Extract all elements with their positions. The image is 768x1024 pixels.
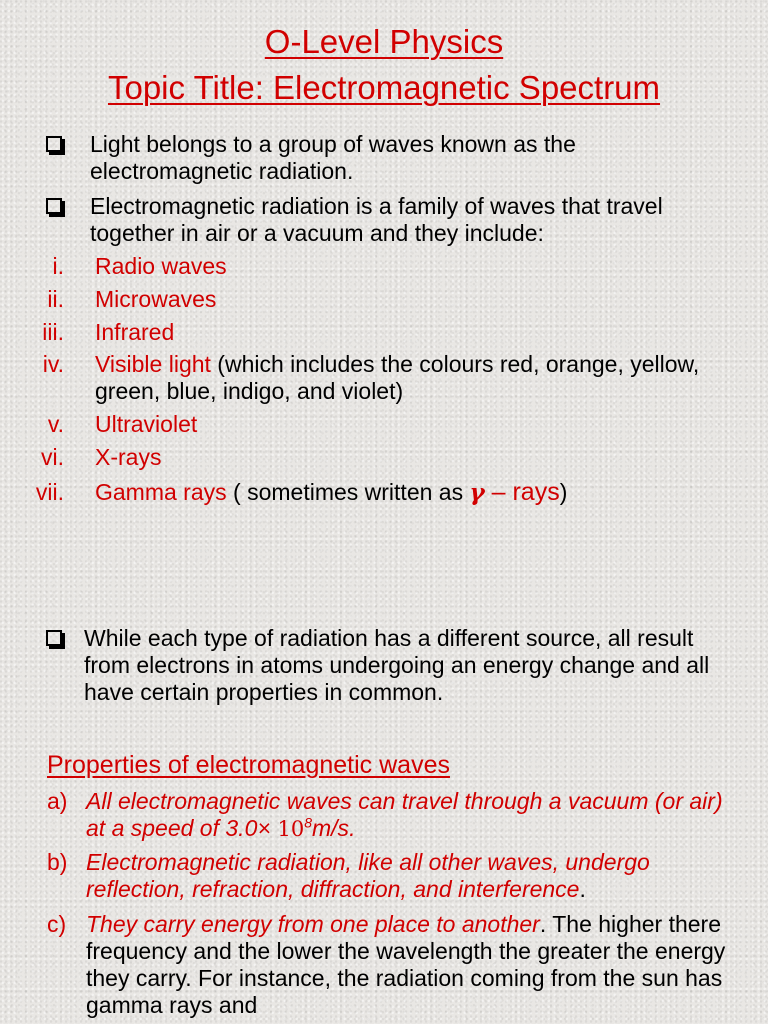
list-label: Visible light [95,351,211,377]
property-text: Electromagnetic radiation, like all other waves, undergo reflection, refraction, diffraction, and interference [86,849,650,902]
bullet-item [46,625,744,707]
list-text [86,849,748,903]
list-label: Microwaves [95,286,217,312]
page-title-line1: O-Level Physics [264,23,504,60]
speed-exponent: 8 [304,814,312,831]
bullet-item [46,193,744,247]
checkbox-bullet-icon [46,630,62,646]
list-label: Gamma rays [95,479,227,505]
gamma-symbol: γ [469,479,485,506]
list-number: ii. [47,286,64,312]
list-note: (which includes the colours red, orange, yellow, green, blue, indigo, and violet) [95,351,700,404]
list-letter: c) [47,911,67,937]
property-continuation: . The higher there frequency and the lower the wavelength the greater the energy they carry. For instance, the radiation coming from the sun has gamma rays and [86,911,726,1018]
property-end: . [349,815,356,841]
property-end: . [579,876,586,902]
list-number: i. [52,253,64,279]
list-number: iv. [42,351,64,377]
list-text [86,788,748,843]
section-heading: Properties of electromagnetic waves [47,751,450,779]
checkbox-bullet-icon [46,136,62,152]
page-title-line2: Topic Title: Electromagnetic Spectrum [107,69,661,106]
list-label: Ultraviolet [95,411,198,437]
list-item [47,788,748,844]
list-note-close: ) [559,479,568,505]
list-label: Infrared [95,319,175,345]
list-letter: a) [47,788,68,814]
speed-base: 10 [270,817,305,841]
list-number: vi. [41,444,64,470]
gamma-rays-suffix: – rays [484,478,560,506]
list-number: vii. [35,479,64,505]
speed-unit: m/s [312,815,350,841]
list-label-with-note [95,479,744,506]
list-number: v. [47,411,64,437]
property-text: They carry energy from one place to another [86,911,540,937]
checkbox-bullet-icon [46,198,62,214]
speed-coefficient: 3.0× [225,815,271,841]
list-label: X-rays [95,444,162,470]
list-text [86,911,748,1019]
list-item [47,911,748,1024]
list-note: ( sometimes written as [226,479,470,505]
list-letter: b) [47,849,68,875]
bullet-text: While each type of radiation has a different source, all result from electrons in atoms undergoing an energy change and all have certain properties in common. [84,625,710,705]
list-label-with-note [95,351,744,405]
bullet-text: Electromagnetic radiation is a family of waves that travel together in air or a vacuum and they include: [90,193,663,246]
property-text: All electromagnetic waves can travel through a vacuum (or air) at a speed of [86,788,723,841]
bullet-item [46,131,744,185]
list-number: iii. [42,319,64,345]
list-label: Radio waves [95,253,227,279]
list-item [47,849,748,905]
bullet-text: Light belongs to a group of waves known as the electromagnetic radiation. [90,131,576,184]
